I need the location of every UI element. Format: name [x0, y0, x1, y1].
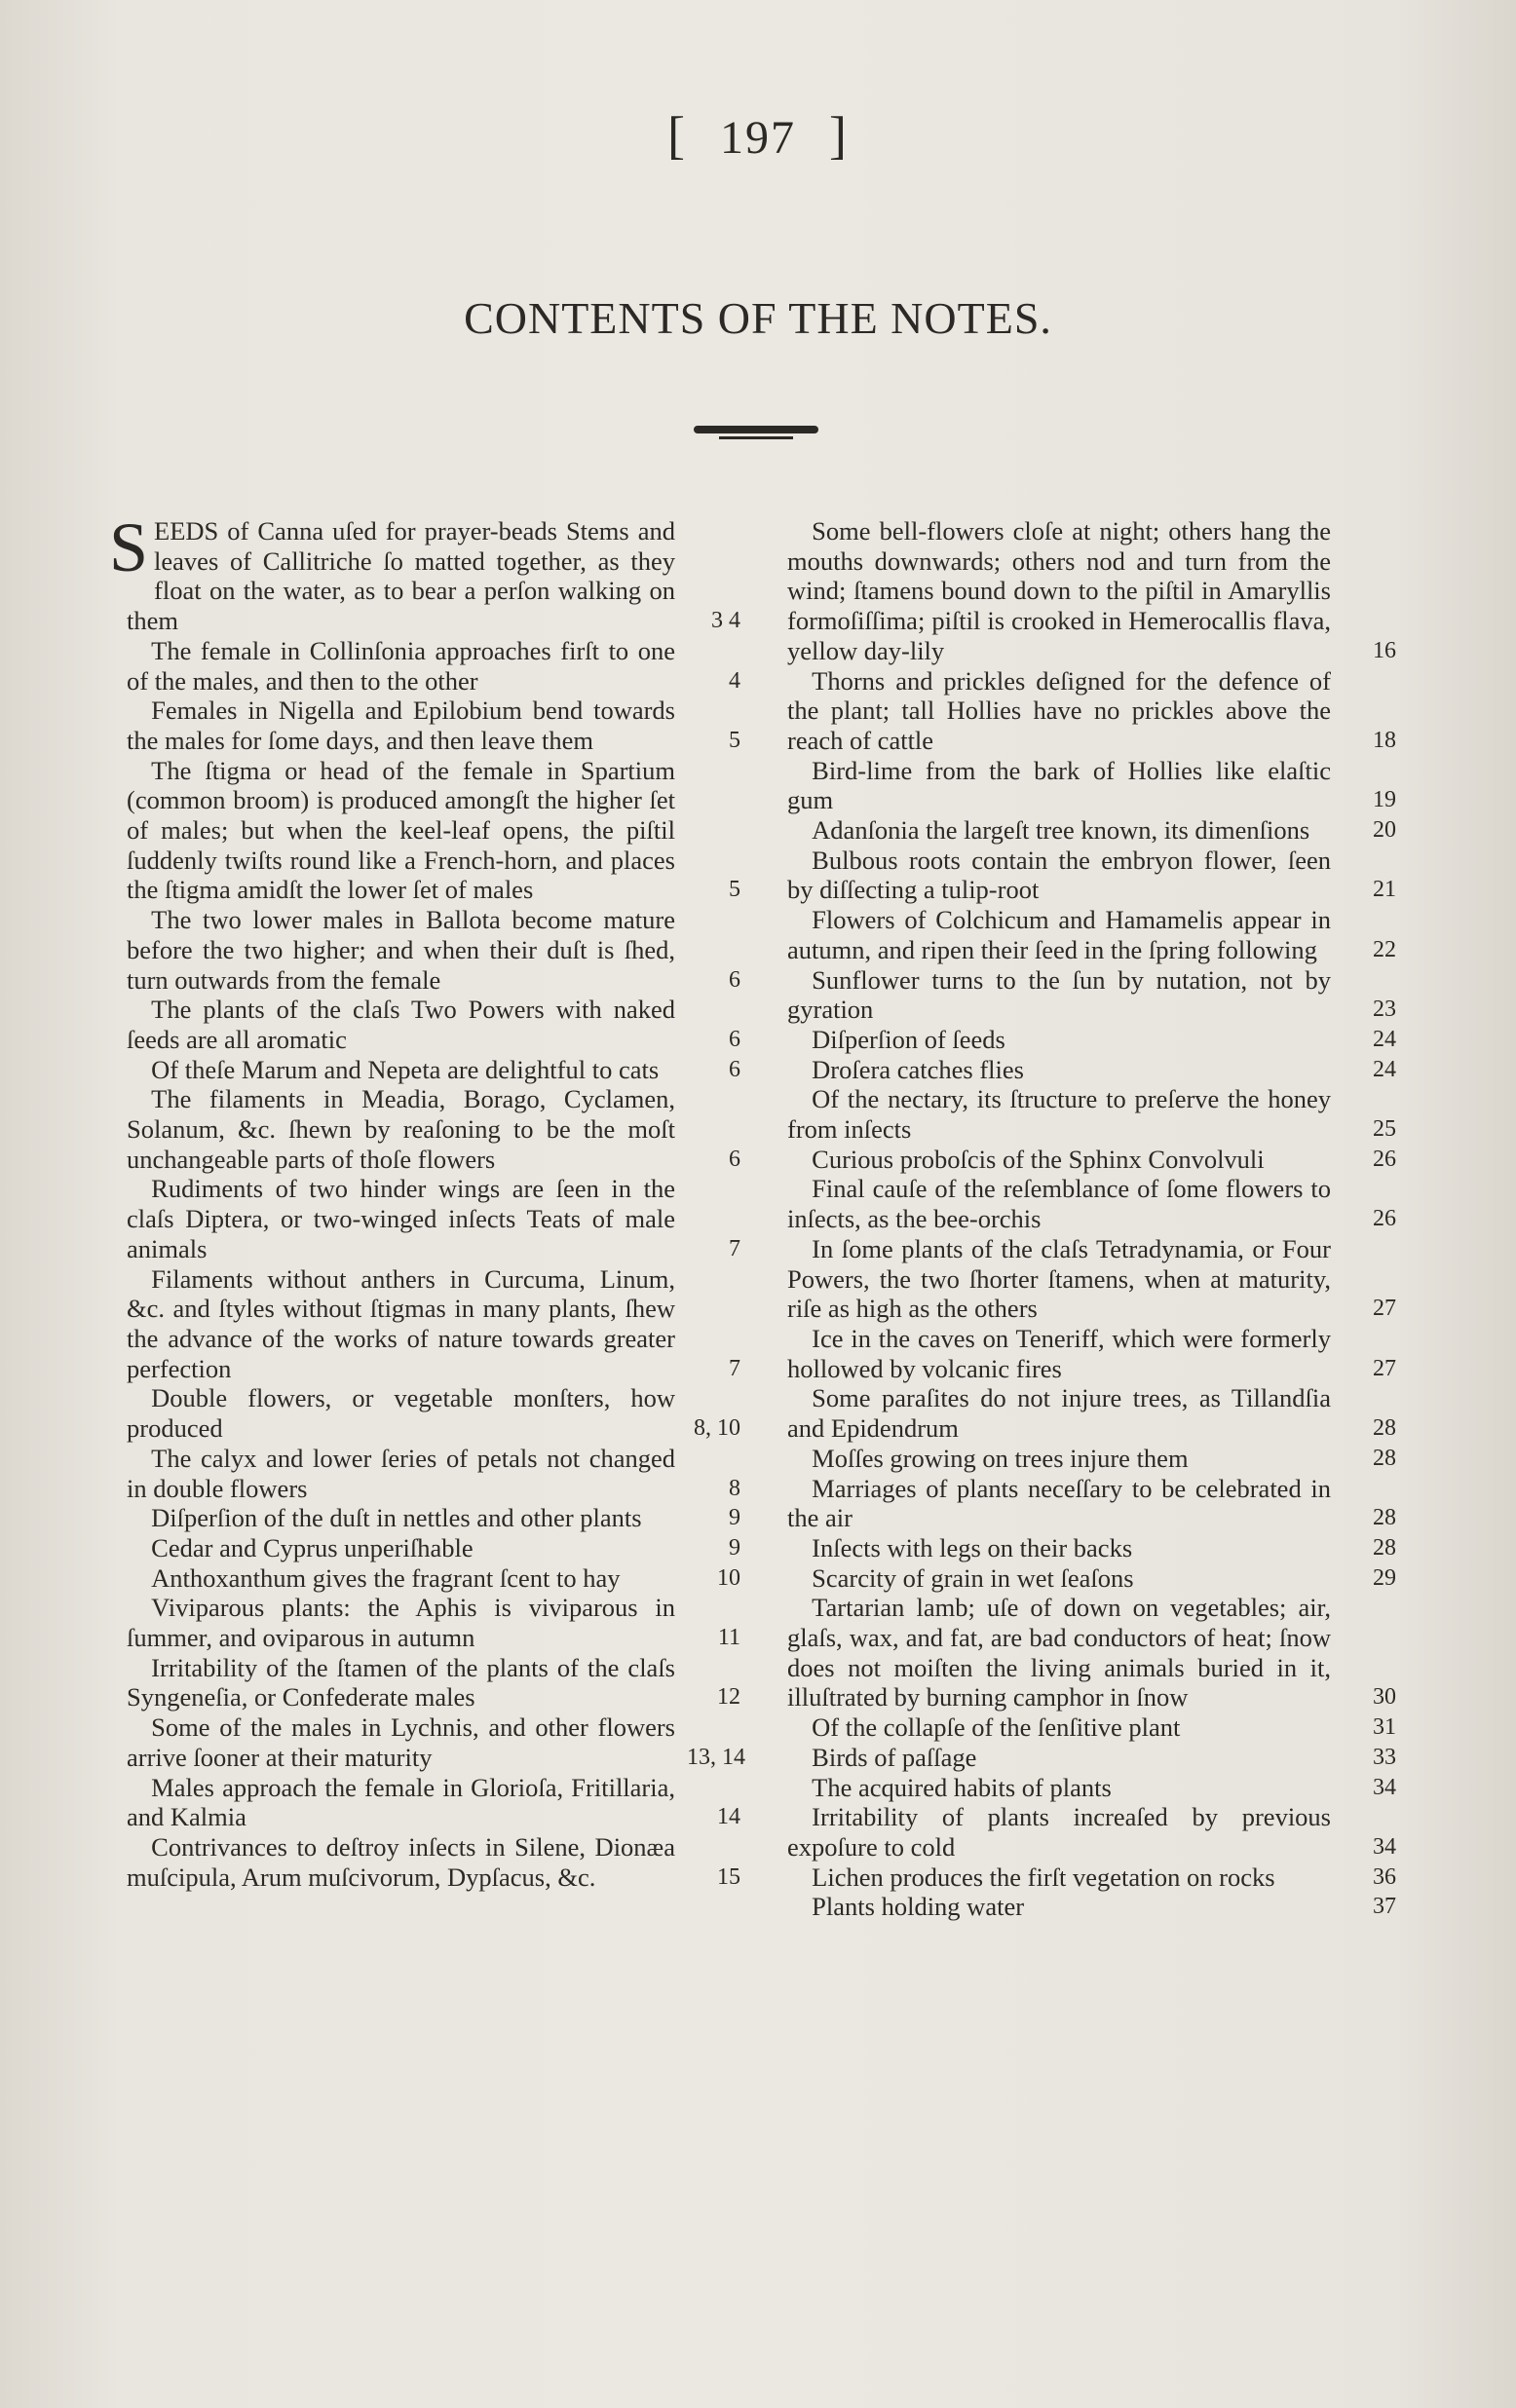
- entry-text-content: Double flowers, or vegetable monſters, how produced: [127, 1383, 675, 1444]
- entry-text: [127, 1773, 687, 1832]
- contents-entry: [127, 1533, 740, 1563]
- entry-page-number: 16: [1373, 637, 1396, 663]
- entry-page-number: 21: [1373, 877, 1396, 903]
- entry-page-number: 29: [1373, 1564, 1396, 1591]
- entry-text: [127, 1084, 687, 1174]
- entry-text-content: Contrivances to deſtroy inſects in Silene, Dionæa muſcipula, Arum muſcivorum, Dypſacus, &c.: [127, 1831, 675, 1892]
- entry-text-content: Final cauſe of the reſemblance of ſome flowers to inſects, as the bee-orchis: [787, 1174, 1331, 1234]
- entry-text-content: The calyx and lower ſeries of petals not changed in double flowers: [127, 1443, 675, 1503]
- entry-text-content: Some of the males in Lychnis, and other flowers arrive ſooner at their maturity: [127, 1712, 675, 1772]
- contents-entry: [787, 1862, 1396, 1893]
- entry-text-content: Some paraſites do not injure trees, as Tillandſia and Epidendrum: [787, 1383, 1331, 1444]
- entry-text: [787, 1383, 1343, 1443]
- entry-text: [787, 1234, 1343, 1324]
- entry-text-content: Scarcity of grain in wet ſeaſons: [812, 1562, 1134, 1593]
- page-title: CONTENTS OF THE NOTES.: [464, 293, 1052, 343]
- entry-text: [127, 1055, 687, 1085]
- entry-text-content: Plants holding water: [812, 1892, 1025, 1922]
- entry-text-content: Of the nectary, its ſtructure to preſerve the honey from inſects: [787, 1084, 1331, 1145]
- entry-text-content: The ſtigma or head of the female in Spartium (common broom) is produced amongſt the higher ſet of males; but when the keel-leaf opens, the piſtil ſuddenly twiſts round like a French-horn, and places the ſtigma amidſt the lower ſet of males: [127, 755, 675, 905]
- entry-text-content: Birds of paſſage: [812, 1742, 977, 1772]
- entry-text: [787, 1563, 1343, 1594]
- entry-text: [127, 1832, 687, 1892]
- entry-text: [787, 815, 1343, 846]
- contents-entry: [787, 666, 1396, 756]
- contents-entry: [127, 1055, 740, 1085]
- entry-text: [787, 1444, 1343, 1474]
- entry-page-number: 11: [717, 1625, 740, 1651]
- entry-page-number: 4: [729, 667, 740, 694]
- entry-text: [787, 1174, 1343, 1233]
- entry-page-number: 26: [1373, 1146, 1396, 1172]
- folio-bracket-open: [: [667, 106, 687, 165]
- contents-entry: [787, 1025, 1396, 1055]
- entry-page-number: 28: [1373, 1415, 1396, 1442]
- contents-entry: [787, 815, 1396, 846]
- entry-page-number: 6: [729, 1146, 740, 1172]
- contents-entry: [787, 1174, 1396, 1233]
- entry-text-content: Irritability of the ſtamen of the plants of the claſs Syngeneſia, or Confederate males: [127, 1652, 675, 1712]
- entry-text-content: Cedar and Cyprus unperiſhable: [151, 1532, 474, 1562]
- contents-entry: [127, 1174, 740, 1263]
- contents-entry: [787, 1383, 1396, 1443]
- contents-entry: [787, 1234, 1396, 1324]
- entry-text: [787, 1474, 1343, 1533]
- entry-text-content: Sunflower turns to the ſun by nutation, not by gyration: [787, 964, 1331, 1025]
- entry-text: [787, 1055, 1343, 1085]
- contents-entry: [127, 1563, 740, 1594]
- entry-page-number: 8: [729, 1475, 740, 1501]
- contents-entry: [787, 1324, 1396, 1383]
- entry-text: [787, 516, 1343, 666]
- entry-page-number: 9: [729, 1534, 740, 1561]
- entry-text-content: In ſome plants of the claſs Tetradynamia, or Four Powers, the two ſhorter ſtamens, when at maturity, riſe as high as the others: [787, 1233, 1331, 1324]
- entry-page-number: 34: [1373, 1774, 1396, 1800]
- contents-entry: [127, 696, 740, 755]
- entry-text: [787, 1802, 1343, 1862]
- entry-page-number: 5: [729, 727, 740, 753]
- entry-text: [127, 1444, 687, 1503]
- entry-text-content: Flowers of Colchicum and Hamamelis appear in autumn, and ripen their ſeed in the ſpring following: [787, 905, 1331, 964]
- entry-page-number: 22: [1373, 936, 1396, 962]
- entry-text-content: Lichen produces the firſt vegetation on rocks: [812, 1862, 1275, 1892]
- entry-text-content: Some bell-flowers cloſe at night; others hang the mouths downwards; others nod and turn from the wind; ſtamens bound down to the piſtil in Amaryllis formoſiſſima; piſtil is crooked in Hemerocallis flava, yellow day-lily: [787, 516, 1331, 665]
- ornamental-rule: [694, 426, 818, 433]
- entry-text: [787, 1025, 1343, 1055]
- entry-text-content: The plants of the claſs Two Powers with naked ſeeds are all aromatic: [127, 995, 675, 1054]
- entry-page-number: 34: [1373, 1833, 1396, 1860]
- entry-page-number: 19: [1373, 787, 1396, 813]
- entry-page-number: 27: [1373, 1296, 1396, 1322]
- entry-text: [787, 1743, 1343, 1773]
- entry-page-number: 18: [1373, 727, 1396, 753]
- entry-page-number: 31: [1373, 1714, 1396, 1741]
- entry-text: [787, 756, 1343, 815]
- entry-page-number: 27: [1373, 1355, 1396, 1381]
- entry-text: [127, 1383, 687, 1443]
- entry-text-content: The acquired habits of plants: [812, 1772, 1112, 1802]
- entry-text: [127, 1712, 687, 1772]
- entry-text: [127, 1264, 687, 1384]
- contents-entry: [127, 636, 740, 696]
- contents-entry: [127, 1503, 740, 1533]
- entry-text-content: Bulbous roots contain the embryon flower, ſeen by diſſecting a tulip-root: [787, 845, 1331, 905]
- entry-page-number: 25: [1373, 1116, 1396, 1143]
- entry-text-content: Marriages of plants neceſſary to be celebrated in the air: [787, 1473, 1331, 1533]
- entry-page-number: 28: [1373, 1505, 1396, 1531]
- entry-text: [127, 696, 687, 755]
- entry-text: [127, 995, 687, 1054]
- contents-entry: [787, 1563, 1396, 1594]
- entry-page-number: 7: [729, 1355, 740, 1381]
- entry-text-content: Of the collapſe of the ſenſitive plant: [812, 1712, 1181, 1743]
- entry-page-number: 3 4: [711, 608, 740, 634]
- entry-text-content: EEDS of Canna uſed for prayer-beads Stems and leaves of Callitriche ſo matted together, as they float on the water, as to bear a perſon walking on them: [127, 516, 675, 636]
- entry-text-content: Filaments without anthers in Curcuma, Linum, &c. and ſtyles without ſtigmas in many plants, ſhew the advance of the works of nature towards greater perfection: [127, 1263, 675, 1383]
- contents-entry: [787, 756, 1396, 815]
- contents-entry: [787, 516, 1396, 666]
- contents-entry: [127, 1712, 745, 1772]
- entry-text: [127, 756, 687, 906]
- entry-text-content: Droſera catches flies: [812, 1054, 1024, 1084]
- contents-entry: [127, 995, 740, 1054]
- contents-entry: [787, 1533, 1396, 1563]
- entry-text: [787, 1084, 1343, 1144]
- entry-text-content: Females in Nigella and Epilobium bend towards the males for ſome days, and then leave them: [127, 696, 675, 755]
- contents-entry: [127, 905, 740, 995]
- contents-entry: [127, 1383, 740, 1443]
- contents-entry: [127, 1264, 740, 1384]
- entry-text: [109, 508, 687, 636]
- entry-page-number: 14: [717, 1804, 740, 1830]
- page-folio: [0, 105, 1516, 166]
- entry-page-number: 24: [1373, 1026, 1396, 1052]
- contents-entry: [127, 1593, 740, 1652]
- entry-text: [127, 636, 687, 696]
- entry-page-number: 23: [1373, 997, 1396, 1023]
- entry-text: [787, 846, 1343, 905]
- entry-text: [127, 1503, 687, 1533]
- contents-entry: [787, 1743, 1396, 1773]
- entry-text-content: Males approach the female in Glorioſa, Fritillaria, and Kalmia: [127, 1772, 675, 1832]
- contents-entry: [127, 1653, 740, 1712]
- entry-text-content: Tartarian lamb; uſe of down on vegetables; air, glaſs, wax, and fat, are bad conductors of heat; ſnow does not moiſten the living animals buried in it, illuſtrated by burning camphor in ſnow: [787, 1593, 1331, 1712]
- entry-page-number: 7: [729, 1235, 740, 1261]
- entry-page-number: 28: [1373, 1534, 1396, 1561]
- entry-page-number: 13, 14: [687, 1744, 745, 1770]
- contents-entry: [787, 1444, 1396, 1474]
- entry-text-content: Viviparous plants: the Aphis is viviparous in ſummer, and oviparous in autumn: [127, 1593, 675, 1653]
- entry-page-number: 6: [729, 966, 740, 993]
- contents-entry: [787, 846, 1396, 905]
- entry-text: [787, 1773, 1343, 1803]
- entry-text: [787, 905, 1343, 964]
- entry-text: [127, 1593, 687, 1652]
- entry-text-content: Irritability of plants increaſed by previous expoſure to cold: [787, 1802, 1331, 1862]
- entry-text: [127, 1174, 687, 1263]
- contents-entry: [787, 1892, 1396, 1922]
- contents-entry: [787, 1084, 1396, 1144]
- entry-page-number: 10: [717, 1564, 740, 1591]
- entry-page-number: 20: [1373, 817, 1396, 844]
- contents-entry: [787, 1145, 1396, 1175]
- contents-right-column: [787, 516, 1396, 1922]
- entry-text: [787, 1593, 1343, 1712]
- page-number: 197: [720, 112, 796, 164]
- entry-text-content: Rudiments of two hinder wings are ſeen in the claſs Diptera, or two-winged inſects Teats of male animals: [127, 1174, 675, 1263]
- folio-bracket-close: ]: [829, 106, 849, 165]
- contents-entry: [127, 1832, 740, 1892]
- contents-entry: [787, 965, 1396, 1025]
- contents-left-column: [109, 508, 745, 1892]
- entry-page-number: 8, 10: [694, 1415, 740, 1442]
- entry-text: [787, 1324, 1343, 1383]
- contents-entry: [787, 1593, 1396, 1712]
- entry-page-number: 5: [729, 877, 740, 903]
- entry-page-number: 30: [1373, 1684, 1396, 1711]
- entry-text-content: The two lower males in Ballota become mature before the two higher; and when their duſt is ſhed, turn outwards from the female: [127, 905, 675, 995]
- entry-text-content: Diſperſion of the duſt in nettles and other plants: [151, 1503, 642, 1533]
- entry-page-number: 26: [1373, 1206, 1396, 1232]
- entry-text-content: Inſects with legs on their backs: [812, 1532, 1133, 1562]
- entry-page-number: 15: [717, 1863, 740, 1890]
- contents-entry: [787, 1773, 1396, 1803]
- entry-text: [787, 1862, 1343, 1893]
- entry-text: [127, 1533, 687, 1563]
- entry-text: [787, 1533, 1343, 1563]
- ornamental-rule-under: [719, 436, 793, 439]
- contents-entry: [127, 1084, 740, 1174]
- contents-entry: [127, 1773, 740, 1832]
- contents-entry: [787, 1802, 1396, 1862]
- entry-text-content: Anthoxanthum gives the fragrant ſcent to hay: [151, 1562, 621, 1593]
- entry-page-number: 33: [1373, 1744, 1396, 1770]
- entry-text: [787, 1712, 1343, 1743]
- drop-cap: S: [109, 508, 149, 586]
- entry-page-number: 9: [729, 1505, 740, 1531]
- entry-text-content: Moſſes growing on trees injure them: [812, 1443, 1189, 1473]
- entry-page-number: 6: [729, 1056, 740, 1082]
- entry-page-number: 37: [1373, 1894, 1396, 1920]
- entry-text: [787, 666, 1343, 756]
- entry-text-content: Curious proboſcis of the Sphinx Convolvuli: [812, 1144, 1265, 1174]
- entry-page-number: 6: [729, 1026, 740, 1052]
- entry-text: [127, 905, 687, 995]
- entry-text-content: Ice in the caves on Teneriff, which were formerly hollowed by volcanic fires: [787, 1323, 1331, 1383]
- contents-entry: [787, 905, 1396, 964]
- entry-text-content: Adanſonia the largeſt tree known, its dimenſions: [812, 815, 1310, 846]
- entry-text-content: The filaments in Meadia, Borago, Cyclamen, Solanum, &c. ſhewn by reaſoning to be the moſt unchangeable parts of thoſe flowers: [127, 1084, 675, 1174]
- entry-text: [787, 965, 1343, 1025]
- entry-text: [127, 1653, 687, 1712]
- entry-text-content: Of theſe Marum and Nepeta are delightful to cats: [151, 1054, 660, 1084]
- contents-entry: [787, 1055, 1396, 1085]
- entry-text-content: Thorns and prickles deſigned for the defence of the plant; tall Hollies have no prickles above the reach of cattle: [787, 665, 1331, 755]
- entry-page-number: 24: [1373, 1056, 1396, 1082]
- entry-page-number: 28: [1373, 1445, 1396, 1471]
- entry-text: [127, 1563, 687, 1594]
- contents-entry: [787, 1474, 1396, 1533]
- entry-text-content: Bird-lime from the bark of Hollies like elaſtic gum: [787, 755, 1331, 815]
- contents-entry: [787, 1712, 1396, 1743]
- entry-text: [787, 1892, 1343, 1922]
- entry-text: [787, 1145, 1343, 1175]
- contents-entry: [109, 508, 740, 636]
- contents-entry: [127, 1444, 740, 1503]
- entry-page-number: 36: [1373, 1863, 1396, 1890]
- contents-entry: [127, 756, 740, 906]
- entry-text-content: Diſperſion of ſeeds: [812, 1024, 1005, 1054]
- entry-page-number: 12: [717, 1684, 740, 1711]
- entry-text-content: The female in Collinſonia approaches firſt to one of the males, and then to the other: [127, 635, 675, 696]
